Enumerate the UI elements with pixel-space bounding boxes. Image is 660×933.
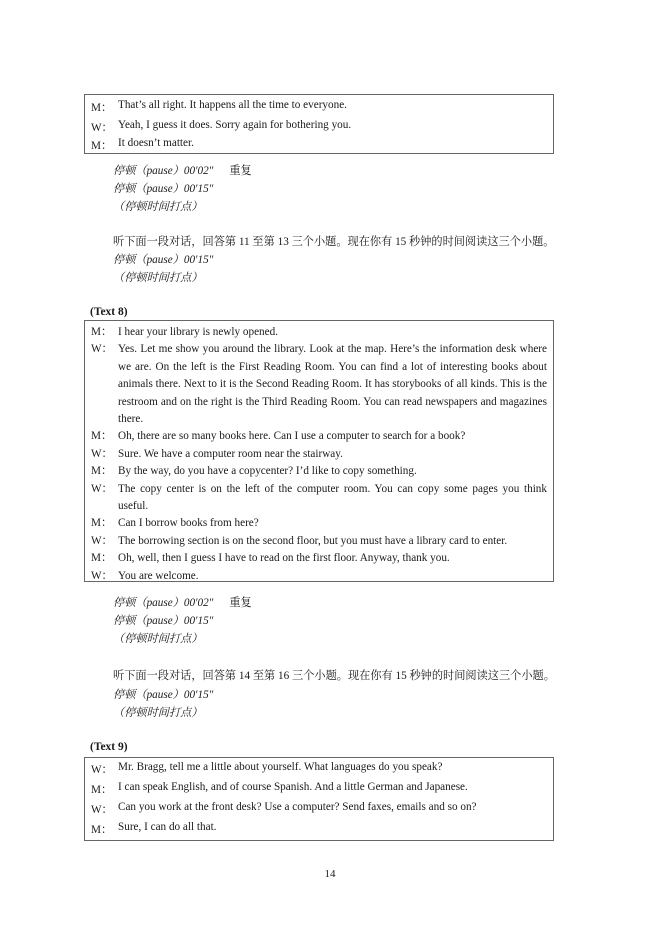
dialogue-line — [91, 463, 547, 480]
dialogue-text: By the way, do you have a copycenter? I’d like to copy something. — [118, 465, 417, 478]
section-heading: (Text 9) — [90, 741, 128, 753]
dialogue-line — [91, 119, 547, 137]
speaker-label: W： — [91, 482, 113, 495]
dialogue-line — [91, 428, 547, 445]
dialogue-text: That’s all right. It happens all the time to everyone. — [118, 99, 347, 111]
dialogue-line — [91, 324, 547, 341]
tick-text: （停顿时间打点） — [113, 272, 203, 284]
dialogue-text: Oh, well, then I guess I have to read on the first floor. Anyway, thank you. — [118, 552, 450, 565]
dialogue-line — [91, 341, 547, 428]
speaker-label: M： — [91, 517, 113, 530]
speaker-label: W： — [91, 447, 113, 460]
dialogue-line — [91, 821, 547, 839]
tick-text: （停顿时间打点） — [113, 707, 203, 719]
dialogue-text: Sure. We have a computer room near the stairway. — [118, 447, 343, 460]
speaker-label: W： — [91, 804, 113, 816]
dialogue-line — [91, 515, 547, 532]
pause-note — [113, 180, 213, 196]
dialogue-text: Yes. Let me show you around the library. Look at the map. Here’s the information desk where we are. On the left is the First Reading Room. You can find a lot of interesting books about animals there. Next to it is the Second Reading Room. It has storybooks of all kinds. This is the restroom and on the right is the Third Reading Room. You can read newspapers and magazines there. — [118, 343, 547, 426]
instruction-text: 听下面一段对话，回答第 11 至第 13 三个小题。现在你有 15 秒钟的时间阅读这三个小题。 — [113, 236, 555, 248]
speaker-label: W： — [91, 122, 113, 134]
dialogue-text: I hear your library is newly opened. — [118, 326, 278, 338]
dialogue-text: You are welcome. — [118, 569, 199, 582]
dialogue-box-text7 — [84, 94, 554, 154]
dialogue-line — [91, 99, 547, 119]
dialogue-line — [91, 446, 547, 463]
pause-tick-note — [113, 269, 203, 285]
speaker-label: M： — [91, 824, 113, 836]
tick-text: （停顿时间打点） — [113, 633, 203, 645]
dialogue-text: Sure, I can do all that. — [118, 821, 217, 833]
repeat-label: 重复 — [229, 165, 252, 177]
pause-text: 停顿（pause）00′02″ — [113, 597, 214, 609]
speaker-label: M： — [91, 784, 113, 796]
speaker-label: W： — [91, 569, 113, 582]
pause-tick-note — [113, 630, 203, 646]
dialogue-line — [91, 801, 547, 821]
dialogue-text: Yeah, I guess it does. Sorry again for bothering you. — [118, 119, 352, 131]
dialogue-text: Can you work at the front desk? Use a computer? Send faxes, emails and so on? — [118, 801, 477, 813]
repeat-label: 重复 — [229, 597, 252, 609]
speaker-label: W： — [91, 343, 113, 356]
dialogue-line — [91, 533, 547, 550]
dialogue-text: The borrowing section is on the second floor, but you must have a library card to enter. — [118, 534, 508, 547]
speaker-label: M： — [91, 140, 113, 152]
speaker-label: M： — [91, 465, 113, 478]
tick-text: （停顿时间打点） — [113, 201, 203, 213]
dialogue-text: It doesn’t matter. — [118, 137, 194, 149]
pause-text: 停顿（pause）00′02″ — [113, 165, 214, 177]
pause-text: 停顿（pause）00′15″ — [113, 615, 214, 627]
dialogue-text: Oh, there are so many books here. Can I use a computer to search for a book? — [118, 430, 466, 443]
dialogue-line — [91, 550, 547, 567]
dialogue-line — [91, 137, 547, 154]
page-number: 14 — [324, 868, 336, 880]
pause-note — [113, 612, 213, 628]
pause-note — [113, 251, 213, 267]
dialogue-text: I can speak English, and of course Spanish. And a little German and Japanese. — [118, 781, 468, 793]
dialogue-line — [91, 781, 547, 801]
speaker-label: M： — [91, 326, 113, 338]
dialogue-text: Mr. Bragg, tell me a little about yourself. What languages do you speak? — [118, 761, 443, 773]
speaker-label: W： — [91, 534, 113, 547]
pause-note — [113, 686, 213, 702]
pause-text: 停顿（pause）00′15″ — [113, 689, 214, 701]
pause-note — [113, 594, 252, 610]
instruction-text: 听下面一段对话，回答第 14 至第 16 三个小题。现在你有 15 秒钟的时间阅读这三个小题。 — [113, 670, 555, 682]
speaker-label: W： — [91, 764, 113, 776]
section-heading: (Text 8) — [90, 306, 128, 318]
pause-tick-note — [113, 198, 203, 214]
dialogue-line — [91, 568, 547, 585]
pause-tick-note — [113, 704, 203, 720]
dialogue-box-text8 — [84, 320, 554, 582]
speaker-label: M： — [91, 552, 113, 565]
dialogue-line — [91, 481, 547, 516]
pause-note — [113, 162, 252, 178]
speaker-label: M： — [91, 430, 113, 443]
dialogue-box-text9 — [84, 757, 554, 841]
dialogue-text: The copy center is on the left of the computer room. You can copy some pages you think useful. — [118, 482, 547, 513]
dialogue-line — [91, 761, 547, 781]
pause-text: 停顿（pause）00′15″ — [113, 254, 214, 266]
dialogue-text: Can I borrow books from here? — [118, 517, 259, 530]
speaker-label: M： — [91, 102, 113, 114]
pause-text: 停顿（pause）00′15″ — [113, 183, 214, 195]
